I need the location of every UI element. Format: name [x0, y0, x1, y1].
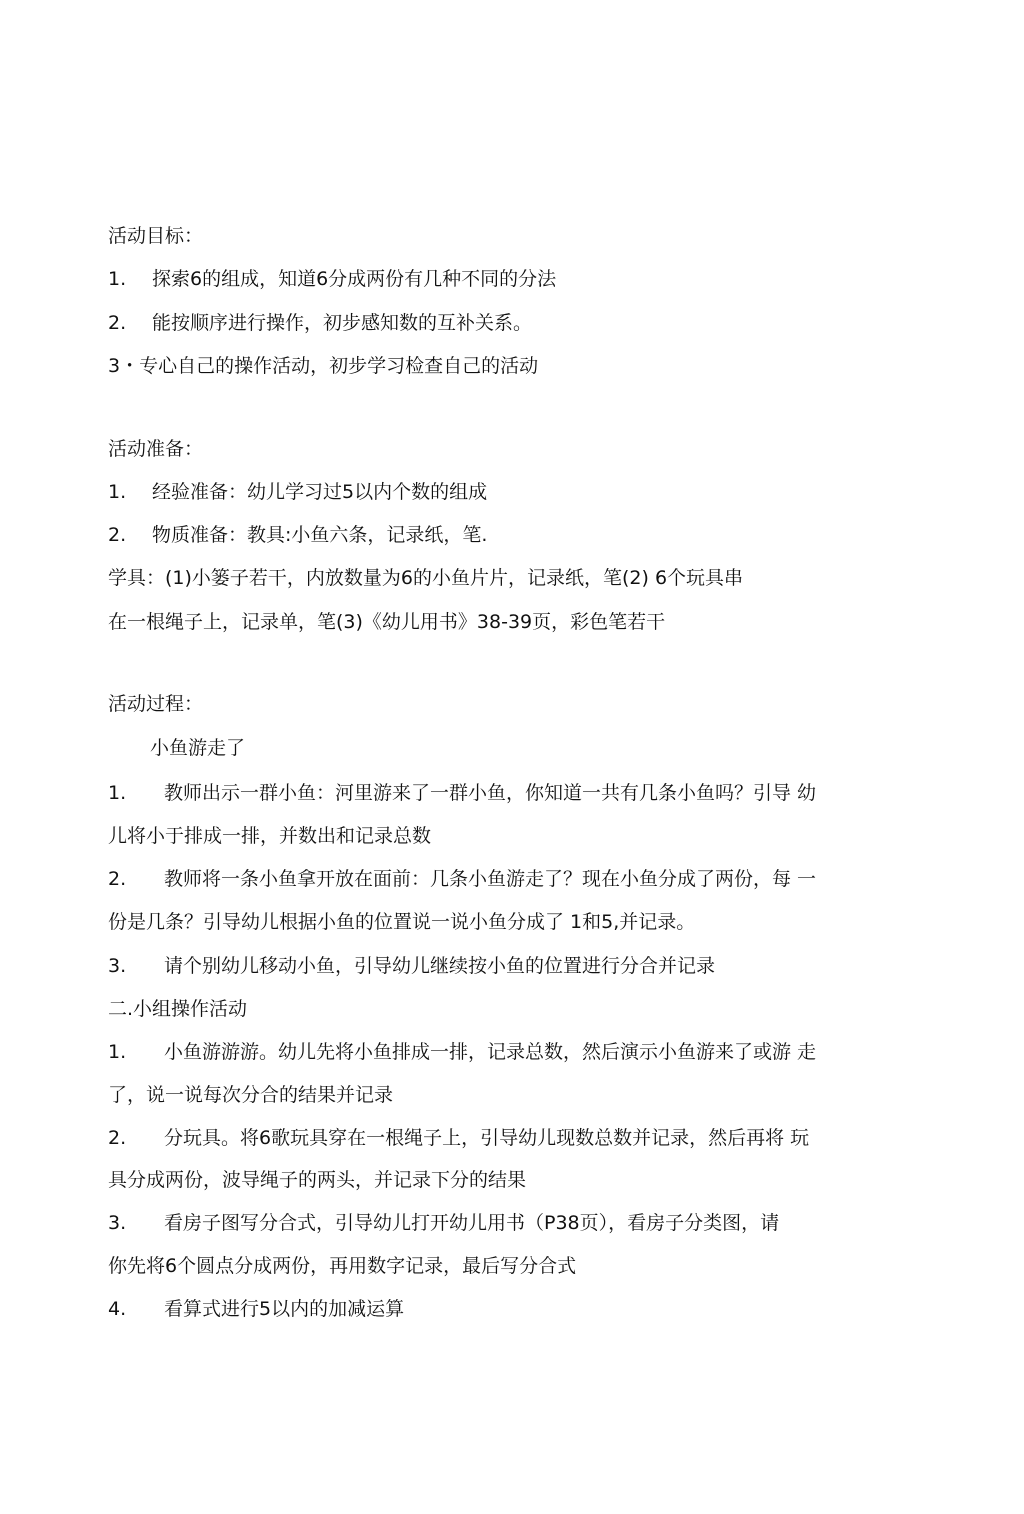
process-sub1-item-1-line-2: 儿将小于排成一排，并数出和记录总数 — [108, 825, 432, 847]
process-sub2-item-3-number: 3. — [108, 1212, 127, 1234]
prep-materials-line-1: 学具：(1)小篓子若干，内放数量为6的小鱼片片，记录纸，笔(2) 6个玩具串 — [108, 567, 744, 589]
process-sub2-item-3-line-1 — [108, 1211, 779, 1235]
process-sub2-item-1-line-2: 了，说一说每次分合的结果并记录 — [108, 1084, 394, 1106]
process-sub1-item-2-text: 教师将一条小鱼拿开放在面前：几条小鱼游走了？现在小鱼分成了两份，每 一 — [164, 868, 817, 890]
goal-item-1-text: 探索6的组成，知道6分成两份有几种不同的分法 — [152, 268, 557, 290]
process-sub1-item-3-number: 3. — [108, 955, 127, 977]
process-sub2-item-1-line-1 — [108, 1040, 816, 1064]
process-sub2-item-1-text: 小鱼游游游。幼儿先将小鱼排成一排，记录总数，然后演示小鱼游来了或游 走 — [164, 1041, 817, 1063]
process-sub2-item-3-text: 看房子图写分合式，引导幼儿打开幼儿用书（P38页），看房子分类图，请 — [164, 1212, 780, 1234]
process-sub2-title: 二.小组操作活动 — [108, 998, 248, 1020]
prep-item-1 — [108, 480, 487, 504]
process-sub2-item-1-number: 1. — [108, 1041, 127, 1063]
goal-item-2-text: 能按顺序进行操作，初步感知数的互补关系。 — [152, 312, 533, 334]
goal-item-3 — [108, 354, 538, 378]
process-sub2-item-4-number: 4. — [108, 1298, 127, 1320]
process-sub1-item-1-number: 1. — [108, 782, 127, 804]
process-sub1-item-1-text: 教师出示一群小鱼：河里游来了一群小鱼，你知道一共有几条小鱼吗？引导 幼 — [164, 782, 817, 804]
prep-item-1-number: 1. — [108, 481, 127, 503]
prep-item-2-text: 物质准备：教具:小鱼六条，记录纸，笔. — [152, 524, 488, 546]
process-sub1-item-2-number: 2. — [108, 868, 127, 890]
process-sub1-item-2-line-1 — [108, 867, 816, 891]
prep-item-2 — [108, 523, 487, 547]
process-sub1-item-3-line-1 — [108, 954, 715, 978]
prep-heading: 活动准备： — [108, 438, 204, 460]
process-heading: 活动过程： — [108, 693, 204, 715]
process-sub2-item-3-line-2: 你先将6个圆点分成两份，再用数字记录，最后写分合式 — [108, 1255, 577, 1277]
process-sub1-item-3-text: 请个别幼儿移动小鱼，引导幼儿继续按小鱼的位置进行分合并记录 — [164, 955, 716, 977]
process-sub2-item-4-line-1 — [108, 1297, 404, 1321]
process-sub2-item-2-text: 分玩具。将6歌玩具穿在一根绳子上，引导幼儿现数总数并记录，然后再将 玩 — [164, 1127, 810, 1149]
goals-heading: 活动目标： — [108, 225, 204, 247]
process-sub2-item-2-line-1 — [108, 1126, 809, 1150]
goal-item-1-number: 1. — [108, 268, 127, 290]
process-sub1-item-1-line-1 — [108, 781, 816, 805]
prep-materials-line-2: 在一根绳子上，记录单，笔(3)《幼儿用书》38-39页，彩色笔若干 — [108, 611, 666, 633]
process-sub1-item-2-line-2: 份是几条？引导幼儿根据小鱼的位置说一说小鱼分成了 1和5,并记录。 — [108, 911, 696, 933]
process-sub2-item-2-line-2: 具分成两份，波导绳子的两头，并记录下分的结果 — [108, 1169, 527, 1191]
process-sub1-title: 小鱼游走了 — [150, 737, 246, 759]
goal-item-1 — [108, 267, 556, 291]
goal-item-2-number: 2. — [108, 312, 127, 334]
prep-item-2-number: 2. — [108, 524, 127, 546]
prep-item-1-text: 经验准备：幼儿学习过5以内个数的组成 — [152, 481, 488, 503]
process-sub2-item-4-text: 看算式进行5以内的加减运算 — [164, 1298, 405, 1320]
goal-item-3-text: 3・专心自己的操作活动，初步学习检查自己的活动 — [108, 355, 539, 377]
process-sub2-item-2-number: 2. — [108, 1127, 127, 1149]
goal-item-2 — [108, 311, 532, 335]
